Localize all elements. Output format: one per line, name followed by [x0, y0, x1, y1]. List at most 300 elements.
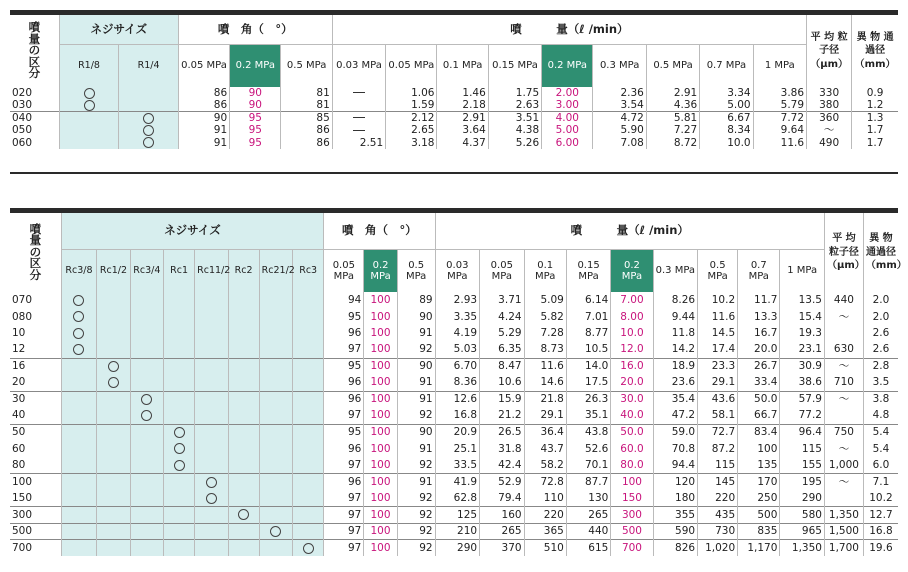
thread-size-header: ネジサイズ [61, 213, 324, 249]
thread-cell [119, 137, 179, 149]
flow-value: 115 [698, 457, 738, 474]
flow-value: 4.36 [646, 99, 699, 111]
flow-value: 42.4 [480, 457, 525, 474]
thread-cell [228, 342, 259, 359]
circle-mark-icon [73, 295, 84, 306]
thread-cell [59, 137, 119, 149]
angle-value: 86 [281, 137, 332, 149]
thread-cell [259, 325, 292, 342]
flow-value: 21.8 [524, 391, 566, 408]
flow-value: 615 [566, 540, 611, 557]
category-code: 020 [12, 86, 33, 99]
thread-cell [195, 540, 228, 557]
thread-cell [97, 309, 130, 326]
thread-cell [293, 441, 324, 458]
flow-value: 43.7 [524, 441, 566, 458]
particle-value: 1,000 [824, 457, 863, 474]
flow-value: 94.4 [653, 457, 698, 474]
table1-bottom-rule [10, 172, 898, 174]
flow-value: 5.29 [480, 325, 525, 342]
flow-value: 4.19 [435, 325, 480, 342]
thread-col-6: Rc21/2 [259, 249, 292, 292]
flow-value: 33.4 [738, 375, 780, 392]
circle-mark-icon [141, 410, 152, 421]
flow-value: 23.1 [780, 342, 825, 359]
thread-cell [119, 87, 179, 99]
flow-value: 5.00 [542, 124, 593, 136]
flow-value: 8.36 [435, 375, 480, 392]
flow-value: 12.6 [435, 391, 480, 408]
thread-cell [164, 441, 195, 458]
passage-value: 0.9 [852, 87, 898, 99]
flow-value: 1,170 [738, 540, 780, 557]
flow-value: 11.6 [698, 309, 738, 326]
flow-value: 10.0 [700, 137, 753, 149]
angle-value: 91 [397, 375, 435, 392]
flow-value: 7.72 [753, 112, 806, 124]
flow-value: 7.28 [524, 325, 566, 342]
thread-cell [61, 474, 97, 491]
angle-value: 92 [397, 540, 435, 557]
passage-value: 7.1 [863, 474, 898, 491]
thread-cell [164, 292, 195, 309]
thread-cell [228, 474, 259, 491]
particle-value: 380 [807, 99, 852, 111]
thread-col-4: Rc11/2 [195, 249, 228, 292]
flow-value: 220 [698, 490, 738, 507]
flow-value: 195 [780, 474, 825, 491]
thread-cell [195, 490, 228, 507]
flow-pressure-1: 0.05 MPa [386, 44, 437, 87]
angle-value: 91 [397, 474, 435, 491]
flow-rate-header: 噴 量（ℓ /min） [435, 213, 824, 249]
thread-cell [293, 358, 324, 375]
thread-cell [119, 112, 179, 124]
flow-pressure-4: 0.2 MPa [542, 44, 593, 87]
thread-cell [293, 490, 324, 507]
thread-cell [195, 523, 228, 540]
thread-cell [164, 540, 195, 557]
thread-cell [130, 424, 163, 441]
thread-cell [130, 408, 163, 425]
flow-pressure-0: 0.03 MPa [332, 44, 385, 87]
flow-value: 47.2 [653, 408, 698, 425]
thread-cell [119, 124, 179, 136]
angle-value: 91 [178, 124, 229, 136]
flow-value: 2.36 [593, 87, 646, 99]
flow-value: 355 [653, 507, 698, 524]
flow-value: 1.75 [488, 87, 541, 99]
thread-cell [293, 540, 324, 557]
thread-cell [195, 441, 228, 458]
table-row [10, 540, 898, 557]
thread-cell [228, 457, 259, 474]
table-row [10, 474, 898, 491]
circle-mark-icon [303, 543, 314, 554]
table-row [10, 87, 898, 99]
flow-value: 2.93 [435, 292, 480, 309]
flow-value: 5.90 [593, 124, 646, 136]
thread-cell [228, 309, 259, 326]
passage-value: 2.0 [863, 309, 898, 326]
thread-cell [130, 309, 163, 326]
flow-value: 26.5 [480, 424, 525, 441]
passage-value: 2.0 [863, 292, 898, 309]
dash-mark [353, 130, 365, 131]
thread-cell [228, 408, 259, 425]
flow-value: 826 [653, 540, 698, 557]
flow-value: 2.91 [437, 112, 488, 124]
particle-value: 〜 [824, 474, 863, 491]
angle-value: 97 [324, 490, 364, 507]
angle-value: 95 [324, 424, 364, 441]
passage-value: 6.0 [863, 457, 898, 474]
particle-value: 〜 [824, 358, 863, 375]
flow-value: 265 [480, 523, 525, 540]
circle-mark-icon [73, 311, 84, 322]
thread-cell [259, 474, 292, 491]
flow-value: 5.79 [753, 99, 806, 111]
category-code: 20 [12, 376, 26, 389]
flow-value: 14.0 [566, 358, 611, 375]
flow-value: 8.00 [611, 309, 653, 326]
thread-cell [195, 358, 228, 375]
angle-value: 100 [364, 325, 397, 342]
flow-value: 30.9 [780, 358, 825, 375]
flow-value: 57.9 [780, 391, 825, 408]
thread-cell [61, 292, 97, 309]
flow-value: 5.00 [700, 99, 753, 111]
angle-value: 85 [281, 112, 332, 124]
passage-value: 2.8 [863, 358, 898, 375]
flow-value: 3.35 [435, 309, 480, 326]
thread-col-0: R1/8 [59, 44, 119, 87]
angle-value: 92 [397, 523, 435, 540]
flow-value: 135 [738, 457, 780, 474]
thread-cell [130, 342, 163, 359]
flow-value: 83.4 [738, 424, 780, 441]
flow-value: 115 [780, 441, 825, 458]
flow-value: 5.26 [488, 137, 541, 149]
thread-cell [97, 292, 130, 309]
flow-value: 2.91 [646, 87, 699, 99]
passage-size-header: 異 物 通過径 （mm） [852, 15, 898, 87]
table-row [10, 490, 898, 507]
flow-value: 29.1 [524, 408, 566, 425]
flow-pressure-8: 1 MPa [753, 44, 806, 87]
thread-cell [97, 391, 130, 408]
flow-value: 60.0 [611, 441, 653, 458]
flow-value: 20.0 [611, 375, 653, 392]
thread-cell [59, 99, 119, 111]
circle-mark-icon [206, 493, 217, 504]
flow-value: 5.09 [524, 292, 566, 309]
table-row [10, 408, 898, 425]
thread-cell [59, 87, 119, 99]
angle-value: 89 [397, 292, 435, 309]
flow-value: 120 [653, 474, 698, 491]
thread-col-7: Rc3 [293, 249, 324, 292]
flow-value: 965 [780, 523, 825, 540]
angle-value: 91 [397, 325, 435, 342]
thread-cell [61, 540, 97, 557]
flow-value: 590 [653, 523, 698, 540]
angle-value: 92 [397, 507, 435, 524]
category-header: 噴 量 の 区 分 [29, 221, 42, 282]
thread-cell [164, 375, 195, 392]
thread-size-header: ネジサイズ [59, 15, 178, 44]
thread-cell [195, 474, 228, 491]
angle-value: 92 [397, 408, 435, 425]
flow-value: 835 [738, 523, 780, 540]
flow-pressure-1: 0.05 MPa [480, 249, 525, 292]
thread-cell [228, 375, 259, 392]
flow-value: 210 [435, 523, 480, 540]
category-code: 30 [10, 391, 61, 408]
passage-value: 16.8 [863, 523, 898, 540]
angle-value: 100 [364, 507, 397, 524]
flow-value: 2.00 [542, 87, 593, 99]
angle-value: 100 [364, 358, 397, 375]
thread-cell [130, 375, 163, 392]
angle-value: 81 [281, 99, 332, 111]
thread-cell [164, 342, 195, 359]
category-code: 16 [10, 358, 61, 375]
flow-value: 17.4 [698, 342, 738, 359]
thread-col-3: Rc1 [164, 249, 195, 292]
flow-value: 43.8 [566, 424, 611, 441]
circle-mark-icon [270, 526, 281, 537]
thread-cell [164, 408, 195, 425]
thread-cell [228, 358, 259, 375]
flow-value: 440 [566, 523, 611, 540]
thread-cell [259, 391, 292, 408]
passage-value: 10.2 [863, 490, 898, 507]
thread-cell [293, 342, 324, 359]
flow-value: 5.03 [435, 342, 480, 359]
table-row [10, 137, 898, 149]
flow-value: 25.1 [435, 441, 480, 458]
flow-value: 4.37 [437, 137, 488, 149]
flow-value: 7.00 [611, 292, 653, 309]
thread-cell [130, 540, 163, 557]
thread-cell [164, 309, 195, 326]
flow-value: 1.59 [386, 99, 437, 111]
passage-value: 2.6 [863, 325, 898, 342]
angle-pressure-0: 0.05 MPa [324, 249, 364, 292]
angle-pressure-1: 0.2 MPa [230, 44, 281, 87]
thread-col-0: Rc3/8 [61, 249, 97, 292]
flow-value: 10.6 [480, 375, 525, 392]
flow-value: 15.9 [480, 391, 525, 408]
thread-cell [61, 325, 97, 342]
thread-cell [130, 325, 163, 342]
angle-value: 86 [178, 99, 229, 111]
flow-value: 20.9 [435, 424, 480, 441]
thread-cell [228, 523, 259, 540]
angle-value: 95 [230, 124, 281, 136]
angle-value: 92 [397, 457, 435, 474]
flow-value: 23.6 [653, 375, 698, 392]
flow-value: 33.5 [435, 457, 480, 474]
circle-mark-icon [73, 344, 84, 355]
flow-pressure-5: 0.3 MPa [653, 249, 698, 292]
table-row [10, 391, 898, 408]
flow-value: 77.2 [780, 408, 825, 425]
thread-cell [130, 358, 163, 375]
flow-value: 41.9 [435, 474, 480, 491]
flow-value: 26.3 [566, 391, 611, 408]
circle-mark-icon [108, 377, 119, 388]
flow-value: 125 [435, 507, 480, 524]
category-code: 40 [12, 409, 26, 422]
passage-value: 5.4 [863, 441, 898, 458]
passage-size-header: 異 物 通過径 （mm） [863, 213, 898, 292]
particle-value: 〜 [824, 309, 863, 326]
circle-mark-icon [174, 460, 185, 471]
thread-cell [97, 408, 130, 425]
angle-value: 97 [324, 540, 364, 557]
thread-cell [195, 309, 228, 326]
thread-cell [97, 523, 130, 540]
thread-cell [97, 540, 130, 557]
thread-cell [164, 391, 195, 408]
flow-value: 3.18 [386, 137, 437, 149]
flow-value: 11.6 [524, 358, 566, 375]
angle-value: 96 [324, 391, 364, 408]
table-row [10, 441, 898, 458]
thread-cell [195, 424, 228, 441]
thread-cell [61, 391, 97, 408]
angle-value: 81 [281, 87, 332, 99]
flow-value: 3.00 [542, 99, 593, 111]
thread-cell [195, 408, 228, 425]
flow-value: 1,020 [698, 540, 738, 557]
thread-col-5: Rc2 [228, 249, 259, 292]
flow-value: 14.6 [524, 375, 566, 392]
category-code: 080 [12, 310, 33, 323]
particle-value: 360 [807, 112, 852, 124]
flow-value: 8.47 [480, 358, 525, 375]
particle-value: 〜 [824, 441, 863, 458]
table-row [10, 124, 898, 136]
flow-value [332, 124, 385, 136]
flow-value: 435 [698, 507, 738, 524]
flow-value: 300 [611, 507, 653, 524]
angle-value: 94 [324, 292, 364, 309]
thread-cell [228, 424, 259, 441]
flow-value: 16.0 [611, 358, 653, 375]
thread-cell [293, 375, 324, 392]
thread-cell [259, 358, 292, 375]
thread-cell [195, 342, 228, 359]
angle-value: 100 [364, 490, 397, 507]
thread-cell [59, 112, 119, 124]
thread-cell [61, 358, 97, 375]
thread-cell [97, 507, 130, 524]
thread-cell [130, 441, 163, 458]
flow-value: 6.70 [435, 358, 480, 375]
flow-value: 17.5 [566, 375, 611, 392]
thread-cell [228, 325, 259, 342]
flow-value: 72.7 [698, 424, 738, 441]
thread-cell [61, 507, 97, 524]
angle-pressure-2: 0.5 MPa [397, 249, 435, 292]
flow-value: 10.5 [566, 342, 611, 359]
flow-value: 14.5 [698, 325, 738, 342]
circle-mark-icon [84, 88, 95, 99]
particle-value [824, 408, 863, 425]
flow-value: 8.73 [524, 342, 566, 359]
thread-cell [293, 457, 324, 474]
particle-value: 〜 [807, 124, 852, 136]
spray-angle-header: 噴 角（ °） [324, 213, 435, 249]
flow-value: 2.18 [437, 99, 488, 111]
particle-size-header: 平 均 粒子径 （μm） [807, 15, 852, 87]
thread-cell [293, 424, 324, 441]
thread-cell [164, 424, 195, 441]
angle-value: 100 [364, 391, 397, 408]
flow-value: 70.1 [566, 457, 611, 474]
flow-value: 3.51 [488, 112, 541, 124]
thread-cell [228, 490, 259, 507]
table-row [10, 99, 898, 111]
flow-value: 7.08 [593, 137, 646, 149]
flow-value: 365 [524, 523, 566, 540]
thread-cell [228, 441, 259, 458]
circle-mark-icon [174, 427, 185, 438]
flow-value: 2.63 [488, 99, 541, 111]
angle-value: 100 [364, 309, 397, 326]
flow-value: 2.65 [386, 124, 437, 136]
flow-value: 66.7 [738, 408, 780, 425]
thread-cell [293, 474, 324, 491]
angle-value: 90 [397, 309, 435, 326]
flow-value [332, 99, 385, 111]
table-row [10, 342, 898, 359]
particle-value: 440 [824, 292, 863, 309]
angle-value: 96 [324, 375, 364, 392]
flow-value: 72.8 [524, 474, 566, 491]
passage-value: 1.3 [852, 112, 898, 124]
angle-value: 91 [397, 441, 435, 458]
angle-value: 100 [364, 375, 397, 392]
thread-cell [164, 474, 195, 491]
thread-cell [259, 408, 292, 425]
flow-pressure-6: 0.5 MPa [698, 249, 738, 292]
flow-value: 36.4 [524, 424, 566, 441]
angle-value: 91 [397, 391, 435, 408]
flow-pressure-2: 0.1 MPa [524, 249, 566, 292]
angle-pressure-1: 0.2 MPa [364, 249, 397, 292]
circle-mark-icon [143, 125, 154, 136]
thread-cell [130, 474, 163, 491]
flow-value: 150 [611, 490, 653, 507]
thread-cell [259, 292, 292, 309]
flow-value: 70.8 [653, 441, 698, 458]
circle-mark-icon [84, 100, 95, 111]
flow-value: 100 [738, 441, 780, 458]
angle-value: 86 [178, 87, 229, 99]
flow-value: 2.51 [332, 137, 385, 149]
flow-value: 7.01 [566, 309, 611, 326]
angle-value: 95 [324, 358, 364, 375]
thread-cell [130, 292, 163, 309]
thread-cell [61, 375, 97, 392]
flow-value: 160 [480, 507, 525, 524]
flow-value: 10.2 [698, 292, 738, 309]
flow-value: 8.77 [566, 325, 611, 342]
